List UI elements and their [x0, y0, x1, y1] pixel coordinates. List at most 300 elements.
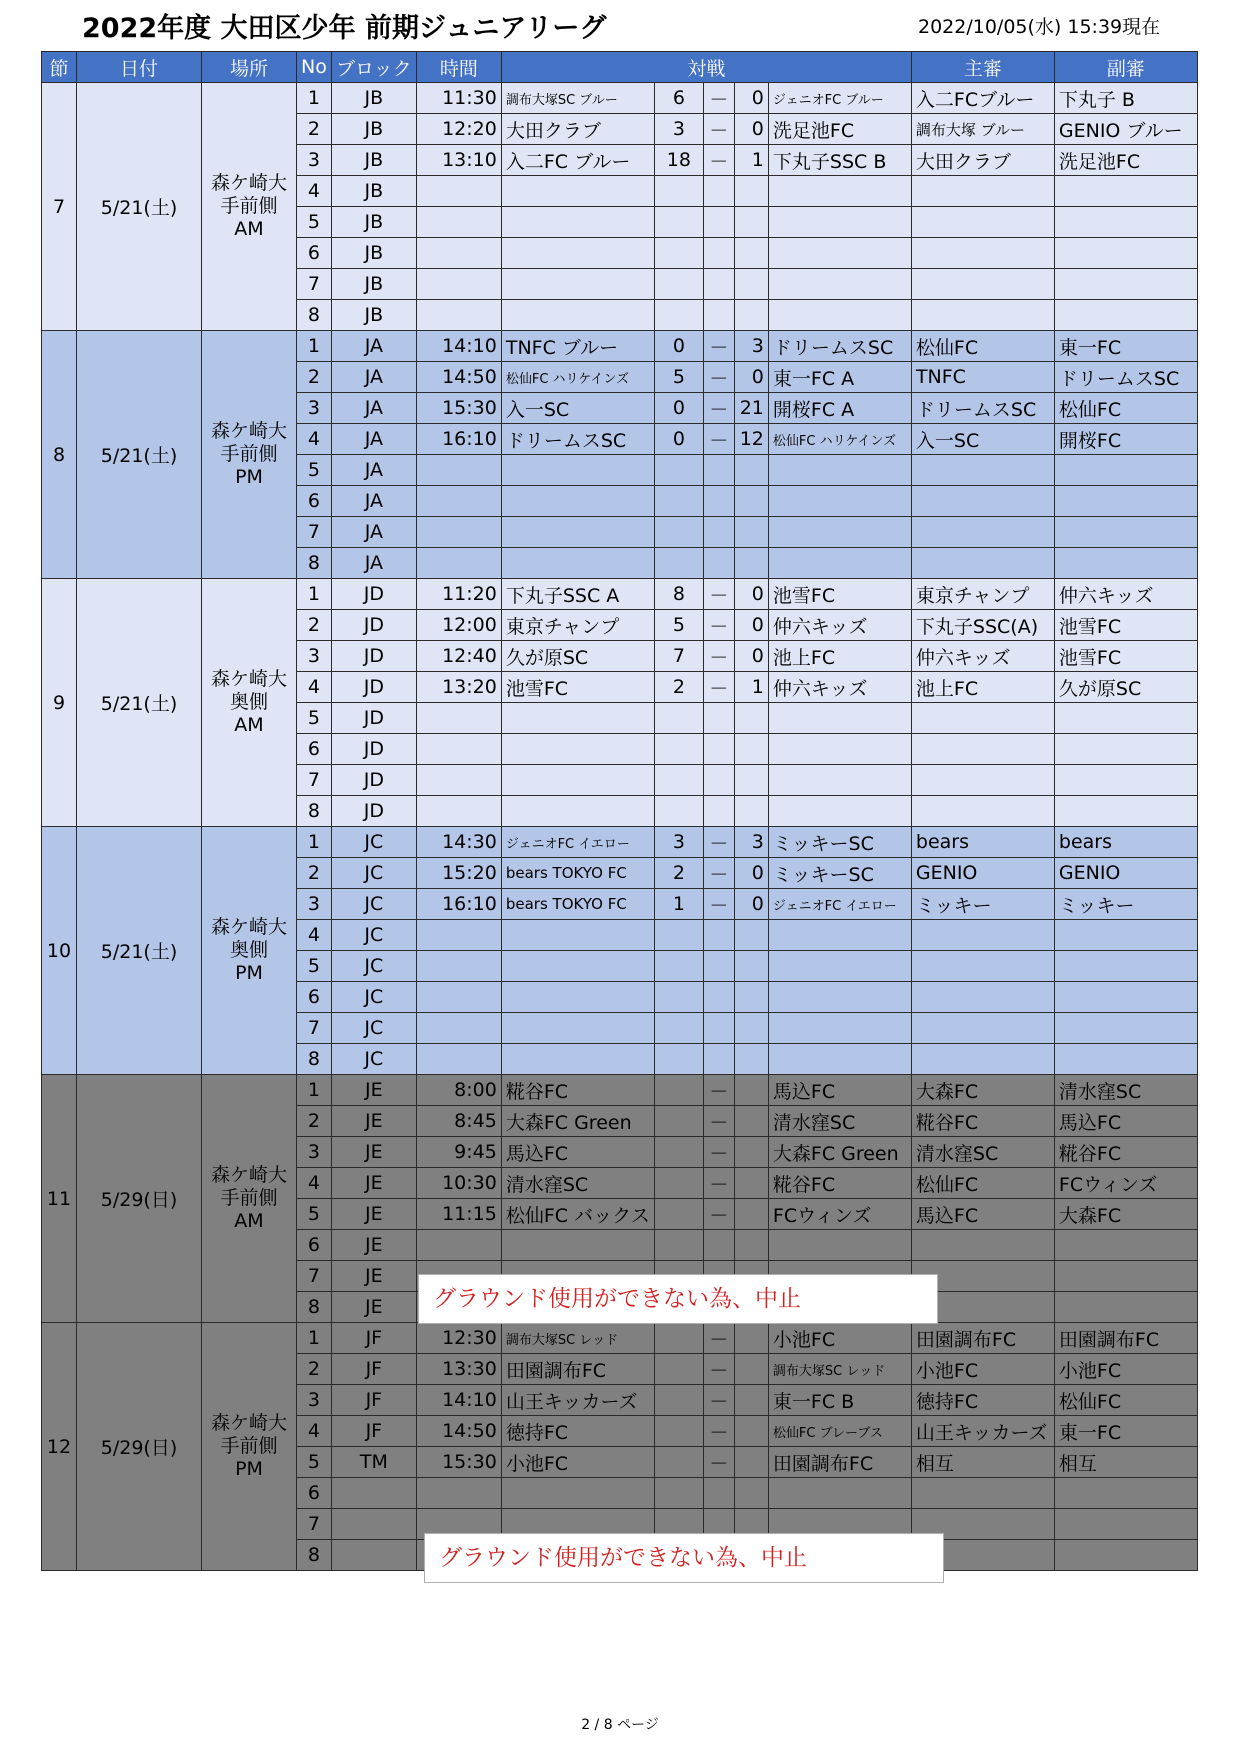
cell-away-score — [734, 548, 768, 579]
cell-no: 7 — [297, 269, 332, 300]
cell-assistant: 小池FC — [1054, 1354, 1197, 1385]
cell-home-team: 池雪FC — [501, 672, 654, 703]
cell-home-team: 大田クラブ — [501, 114, 654, 145]
cell-no: 5 — [297, 1447, 332, 1478]
cell-home-team: bears TOKYO FC — [501, 889, 654, 920]
cell-no: 1 — [297, 1075, 332, 1106]
venue-line: 手前側 — [220, 1187, 278, 1209]
cell-home-team — [501, 1013, 654, 1044]
cell-home-score: 2 — [654, 672, 703, 703]
cell-referee: 仲六キッズ — [911, 641, 1054, 672]
cell-home-score — [654, 517, 703, 548]
cell-no: 5 — [297, 207, 332, 238]
cell-home-score — [654, 1137, 703, 1168]
cell-time: 11:20 — [416, 579, 501, 610]
cell-score-dash — [703, 796, 734, 827]
cell-home-score — [654, 1478, 703, 1509]
cell-score-dash — [703, 455, 734, 486]
cell-away-team: 東一FC A — [768, 362, 911, 393]
cell-score-dash: － — [703, 1447, 734, 1478]
cell-score-dash: － — [703, 331, 734, 362]
cell-time: 14:50 — [416, 362, 501, 393]
venue-line: 手前側 — [220, 195, 278, 217]
venue-line: 森ケ崎大 — [210, 172, 287, 194]
cell-home-score — [654, 1416, 703, 1447]
cell-home-score — [654, 207, 703, 238]
cell-home-score: 7 — [654, 641, 703, 672]
cell-away-team: 調布大塚SC レッド — [768, 1354, 911, 1385]
cell-referee: 徳持FC — [911, 1385, 1054, 1416]
cell-away-score — [734, 1354, 768, 1385]
cell-away-score — [734, 765, 768, 796]
cell-block: JD — [331, 703, 416, 734]
cell-away-score: 0 — [734, 610, 768, 641]
cell-score-dash — [703, 517, 734, 548]
cell-away-score — [734, 486, 768, 517]
cell-assistant: GENIO ブルー — [1054, 114, 1197, 145]
cell-away-team: ドリームスSC — [768, 331, 911, 362]
cell-assistant — [1054, 486, 1197, 517]
cell-home-team: 久が原SC — [501, 641, 654, 672]
cell-assistant: 松仙FC — [1054, 393, 1197, 424]
cell-time — [416, 517, 501, 548]
cell-home-team — [501, 1230, 654, 1261]
cell-away-score — [734, 1323, 768, 1354]
cell-score-dash — [703, 982, 734, 1013]
cell-home-team: 調布大塚SC ブルー — [501, 83, 654, 114]
cell-time: 14:10 — [416, 331, 501, 362]
cell-home-team: 入二FC ブルー — [501, 145, 654, 176]
cell-home-score — [654, 1323, 703, 1354]
cell-score-dash: － — [703, 1416, 734, 1447]
cell-block: JB — [331, 300, 416, 331]
cell-home-score — [654, 455, 703, 486]
cell-no: 8 — [297, 548, 332, 579]
cell-away-team — [768, 486, 911, 517]
cell-assistant: 東一FC — [1054, 331, 1197, 362]
cell-away-score: 1 — [734, 145, 768, 176]
venue-line: 森ケ崎大 — [210, 916, 287, 938]
cell-home-team — [501, 269, 654, 300]
cell-no: 7 — [297, 517, 332, 548]
col-header-time: 時間 — [416, 52, 501, 83]
cell-block: JD — [331, 796, 416, 827]
cell-score-dash: － — [703, 1354, 734, 1385]
cell-score-dash: － — [703, 1385, 734, 1416]
cell-no: 1 — [297, 331, 332, 362]
cell-away-score: 12 — [734, 424, 768, 455]
cell-score-dash: － — [703, 1137, 734, 1168]
cell-away-team: 田園調布FC — [768, 1447, 911, 1478]
cell-home-team: 東京チャンプ — [501, 610, 654, 641]
cell-away-score: 0 — [734, 641, 768, 672]
cell-home-team — [501, 1044, 654, 1075]
cell-referee: 糀谷FC — [911, 1106, 1054, 1137]
cell-home-score — [654, 703, 703, 734]
cell-away-score — [734, 1013, 768, 1044]
cell-date: 5/21(土) — [77, 83, 202, 331]
cell-block: JC — [331, 1044, 416, 1075]
cell-no: 1 — [297, 83, 332, 114]
cell-assistant — [1054, 1044, 1197, 1075]
cell-away-score — [734, 1447, 768, 1478]
cell-away-team — [768, 548, 911, 579]
cell-away-team — [768, 1044, 911, 1075]
cell-away-team — [768, 1230, 911, 1261]
cell-time: 13:30 — [416, 1354, 501, 1385]
cell-assistant — [1054, 1230, 1197, 1261]
cell-away-score — [734, 1075, 768, 1106]
cell-home-team — [501, 765, 654, 796]
cell-time: 15:30 — [416, 393, 501, 424]
cell-referee — [911, 951, 1054, 982]
cell-block: JA — [331, 548, 416, 579]
cell-away-team — [768, 703, 911, 734]
cell-block: JF — [331, 1385, 416, 1416]
cell-home-score — [654, 300, 703, 331]
cell-away-team — [768, 1013, 911, 1044]
cell-time — [416, 238, 501, 269]
cell-score-dash — [703, 951, 734, 982]
cell-time — [416, 176, 501, 207]
cell-score-dash — [703, 486, 734, 517]
cell-time — [416, 486, 501, 517]
cell-time — [416, 269, 501, 300]
cell-away-score — [734, 207, 768, 238]
cell-no: 2 — [297, 1354, 332, 1385]
cell-home-score: 0 — [654, 424, 703, 455]
venue-line: 奥側 — [229, 939, 268, 961]
cell-no: 2 — [297, 610, 332, 641]
cell-score-dash: － — [703, 83, 734, 114]
cell-home-team: ドリームスSC — [501, 424, 654, 455]
cell-away-score — [734, 1416, 768, 1447]
cell-score-dash — [703, 176, 734, 207]
cell-home-team: 糀谷FC — [501, 1075, 654, 1106]
cell-score-dash: － — [703, 393, 734, 424]
cell-away-team: 仲六キッズ — [768, 672, 911, 703]
cell-referee: 大森FC — [911, 1075, 1054, 1106]
cell-home-team: TNFC ブルー — [501, 331, 654, 362]
cell-away-team: ミッキーSC — [768, 827, 911, 858]
venue-line: PM — [235, 962, 263, 984]
cell-home-score — [654, 176, 703, 207]
table-row — [42, 579, 1198, 610]
cell-referee: ドリームスSC — [911, 393, 1054, 424]
cell-referee: GENIO — [911, 858, 1054, 889]
cell-home-score — [654, 982, 703, 1013]
cell-away-score — [734, 920, 768, 951]
cell-block: JA — [331, 393, 416, 424]
cell-no: 6 — [297, 238, 332, 269]
cell-assistant — [1054, 951, 1197, 982]
cell-home-team — [501, 734, 654, 765]
cell-assistant: ミッキー — [1054, 889, 1197, 920]
cell-no: 3 — [297, 641, 332, 672]
cell-home-team — [501, 238, 654, 269]
cell-home-team: 徳持FC — [501, 1416, 654, 1447]
cell-away-team: 清水窪SC — [768, 1106, 911, 1137]
cell-score-dash — [703, 1230, 734, 1261]
cell-referee: 清水窪SC — [911, 1137, 1054, 1168]
cell-venue — [202, 1323, 297, 1571]
cell-home-score: 0 — [654, 393, 703, 424]
cell-assistant — [1054, 455, 1197, 486]
table-row — [42, 827, 1198, 858]
cell-home-team — [501, 548, 654, 579]
cell-home-score: 1 — [654, 889, 703, 920]
cell-block: JC — [331, 982, 416, 1013]
cell-home-score: 3 — [654, 114, 703, 145]
cell-home-score — [654, 1075, 703, 1106]
cell-away-team: 下丸子SSC B — [768, 145, 911, 176]
cell-home-team: 調布大塚SC レッド — [501, 1323, 654, 1354]
cell-no: 5 — [297, 951, 332, 982]
cell-assistant — [1054, 548, 1197, 579]
cell-home-score — [654, 269, 703, 300]
cell-no: 4 — [297, 1168, 332, 1199]
cell-no: 2 — [297, 858, 332, 889]
cell-away-score — [734, 951, 768, 982]
cell-home-team: 小池FC — [501, 1447, 654, 1478]
cell-block: JA — [331, 331, 416, 362]
cell-away-score — [734, 1385, 768, 1416]
cell-away-score: 0 — [734, 362, 768, 393]
cell-away-score: 1 — [734, 672, 768, 703]
cancellation-notice: グラウンド使用ができない為、中止 — [418, 1274, 938, 1324]
cell-no: 1 — [297, 579, 332, 610]
cell-away-team — [768, 207, 911, 238]
cell-score-dash — [703, 300, 734, 331]
cell-score-dash — [703, 703, 734, 734]
cell-referee: 松仙FC — [911, 331, 1054, 362]
cell-away-team — [768, 1478, 911, 1509]
cell-away-team: FCウィンズ — [768, 1199, 911, 1230]
cell-away-team: 池雪FC — [768, 579, 911, 610]
cell-home-team: 入一SC — [501, 393, 654, 424]
cell-home-score — [654, 548, 703, 579]
cell-block — [331, 1478, 416, 1509]
cell-home-score: 2 — [654, 858, 703, 889]
cell-section: 8 — [42, 331, 77, 579]
cell-assistant: 池雪FC — [1054, 610, 1197, 641]
cell-away-score — [734, 1230, 768, 1261]
cell-home-score: 18 — [654, 145, 703, 176]
cell-no: 4 — [297, 424, 332, 455]
table-row — [42, 1323, 1198, 1354]
cell-home-team: 下丸子SSC A — [501, 579, 654, 610]
cell-assistant: 池雪FC — [1054, 641, 1197, 672]
cell-referee: 山王キッカーズ — [911, 1416, 1054, 1447]
cell-home-score — [654, 796, 703, 827]
cell-away-score — [734, 1478, 768, 1509]
cell-home-team — [501, 517, 654, 548]
cell-time: 15:20 — [416, 858, 501, 889]
cell-home-score: 5 — [654, 610, 703, 641]
cell-time — [416, 1013, 501, 1044]
cell-home-score — [654, 1447, 703, 1478]
cell-assistant — [1054, 796, 1197, 827]
cell-no: 7 — [297, 1261, 332, 1292]
cell-home-score — [654, 1044, 703, 1075]
col-header-block: ブロック — [331, 52, 416, 83]
cell-referee — [911, 1478, 1054, 1509]
cell-time: 11:30 — [416, 83, 501, 114]
cell-block: JF — [331, 1323, 416, 1354]
cell-away-team — [768, 176, 911, 207]
cell-time: 8:45 — [416, 1106, 501, 1137]
cell-assistant — [1054, 517, 1197, 548]
col-header-match: 対戦 — [501, 52, 911, 83]
cell-time: 9:45 — [416, 1137, 501, 1168]
page-title: 2022年度 大田区少年 前期ジュニアリーグ — [82, 13, 607, 44]
cell-away-score — [734, 269, 768, 300]
cell-no: 6 — [297, 982, 332, 1013]
cell-score-dash: － — [703, 1168, 734, 1199]
cell-home-team: 田園調布FC — [501, 1354, 654, 1385]
cell-no: 4 — [297, 920, 332, 951]
cell-away-score — [734, 1106, 768, 1137]
cell-assistant: 仲六キッズ — [1054, 579, 1197, 610]
cell-block: JA — [331, 517, 416, 548]
cell-no: 1 — [297, 1323, 332, 1354]
cell-assistant — [1054, 765, 1197, 796]
cell-referee — [911, 982, 1054, 1013]
cell-no: 1 — [297, 827, 332, 858]
col-header-no: No — [297, 52, 332, 83]
cell-referee — [911, 796, 1054, 827]
cell-referee — [911, 548, 1054, 579]
venue-line: 森ケ崎大 — [210, 420, 287, 442]
cell-away-score: 21 — [734, 393, 768, 424]
cell-assistant: 大森FC — [1054, 1199, 1197, 1230]
cell-no: 4 — [297, 672, 332, 703]
cell-away-team: 洗足池FC — [768, 114, 911, 145]
venue-line: PM — [235, 466, 263, 488]
cell-block: JB — [331, 207, 416, 238]
cell-home-score — [654, 920, 703, 951]
cell-time: 14:10 — [416, 1385, 501, 1416]
cell-away-score — [734, 734, 768, 765]
venue-line: AM — [234, 218, 264, 240]
cell-away-team: ミッキーSC — [768, 858, 911, 889]
cell-away-team — [768, 455, 911, 486]
cell-home-team — [501, 920, 654, 951]
cell-no: 4 — [297, 1416, 332, 1447]
cell-referee: 小池FC — [911, 1354, 1054, 1385]
cell-away-score — [734, 1199, 768, 1230]
cell-away-score: 0 — [734, 579, 768, 610]
cell-no: 7 — [297, 1013, 332, 1044]
cell-block: JA — [331, 455, 416, 486]
cell-date: 5/29(日) — [77, 1323, 202, 1571]
cell-block: JA — [331, 424, 416, 455]
cell-block: JC — [331, 827, 416, 858]
venue-line: 森ケ崎大 — [210, 1164, 287, 1186]
cell-away-score — [734, 176, 768, 207]
cell-block: JF — [331, 1416, 416, 1447]
cell-referee: ミッキー — [911, 889, 1054, 920]
cell-score-dash: － — [703, 610, 734, 641]
cell-time: 12:20 — [416, 114, 501, 145]
cell-no: 2 — [297, 362, 332, 393]
cell-assistant: 糀谷FC — [1054, 1137, 1197, 1168]
cell-home-team — [501, 176, 654, 207]
cell-venue — [202, 1075, 297, 1323]
cell-away-team — [768, 238, 911, 269]
cell-block: JE — [331, 1230, 416, 1261]
cell-referee: 入二FCブルー — [911, 83, 1054, 114]
cell-no: 3 — [297, 889, 332, 920]
cell-assistant: 馬込FC — [1054, 1106, 1197, 1137]
cell-home-score: 3 — [654, 827, 703, 858]
cell-no: 6 — [297, 734, 332, 765]
cell-assistant — [1054, 1292, 1197, 1323]
cell-away-score — [734, 796, 768, 827]
cell-home-score — [654, 1385, 703, 1416]
cell-time: 13:10 — [416, 145, 501, 176]
cell-time — [416, 300, 501, 331]
cell-no: 7 — [297, 765, 332, 796]
cell-away-score: 3 — [734, 331, 768, 362]
updated-timestamp: 2022/10/05(水) 15:39現在 — [918, 16, 1161, 38]
cell-block — [331, 1540, 416, 1571]
cell-assistant: 松仙FC — [1054, 1385, 1197, 1416]
cell-time — [416, 765, 501, 796]
cell-referee — [911, 1044, 1054, 1075]
cell-time — [416, 1044, 501, 1075]
cell-block: TM — [331, 1447, 416, 1478]
cell-home-score: 6 — [654, 83, 703, 114]
cell-venue — [202, 83, 297, 331]
cell-referee — [911, 1013, 1054, 1044]
cell-block: JE — [331, 1261, 416, 1292]
cell-time — [416, 920, 501, 951]
cell-away-team: 仲六キッズ — [768, 610, 911, 641]
cell-home-team — [501, 207, 654, 238]
cell-away-team — [768, 982, 911, 1013]
venue-line: 手前側 — [220, 443, 278, 465]
cell-referee: 調布大塚 ブルー — [911, 114, 1054, 145]
cell-assistant — [1054, 920, 1197, 951]
cell-no: 3 — [297, 1137, 332, 1168]
cell-home-score: 0 — [654, 331, 703, 362]
cell-block: JC — [331, 951, 416, 982]
cell-assistant: bears — [1054, 827, 1197, 858]
cell-block: JE — [331, 1137, 416, 1168]
cell-score-dash — [703, 765, 734, 796]
cell-time — [416, 1230, 501, 1261]
cell-section: 9 — [42, 579, 77, 827]
cell-score-dash: － — [703, 641, 734, 672]
col-header-referee: 主審 — [911, 52, 1054, 83]
cell-assistant — [1054, 1509, 1197, 1540]
cell-block: JB — [331, 114, 416, 145]
cell-block: JD — [331, 579, 416, 610]
venue-line: 森ケ崎大 — [210, 668, 287, 690]
cell-block: JB — [331, 176, 416, 207]
cell-score-dash: － — [703, 1075, 734, 1106]
cell-block: JB — [331, 269, 416, 300]
cell-referee: 池上FC — [911, 672, 1054, 703]
cell-time: 14:30 — [416, 827, 501, 858]
cell-no: 8 — [297, 796, 332, 827]
cell-away-team — [768, 920, 911, 951]
cell-block: JE — [331, 1292, 416, 1323]
cell-referee: 相互 — [911, 1447, 1054, 1478]
cell-home-team: 大森FC Green — [501, 1106, 654, 1137]
cell-away-score — [734, 455, 768, 486]
